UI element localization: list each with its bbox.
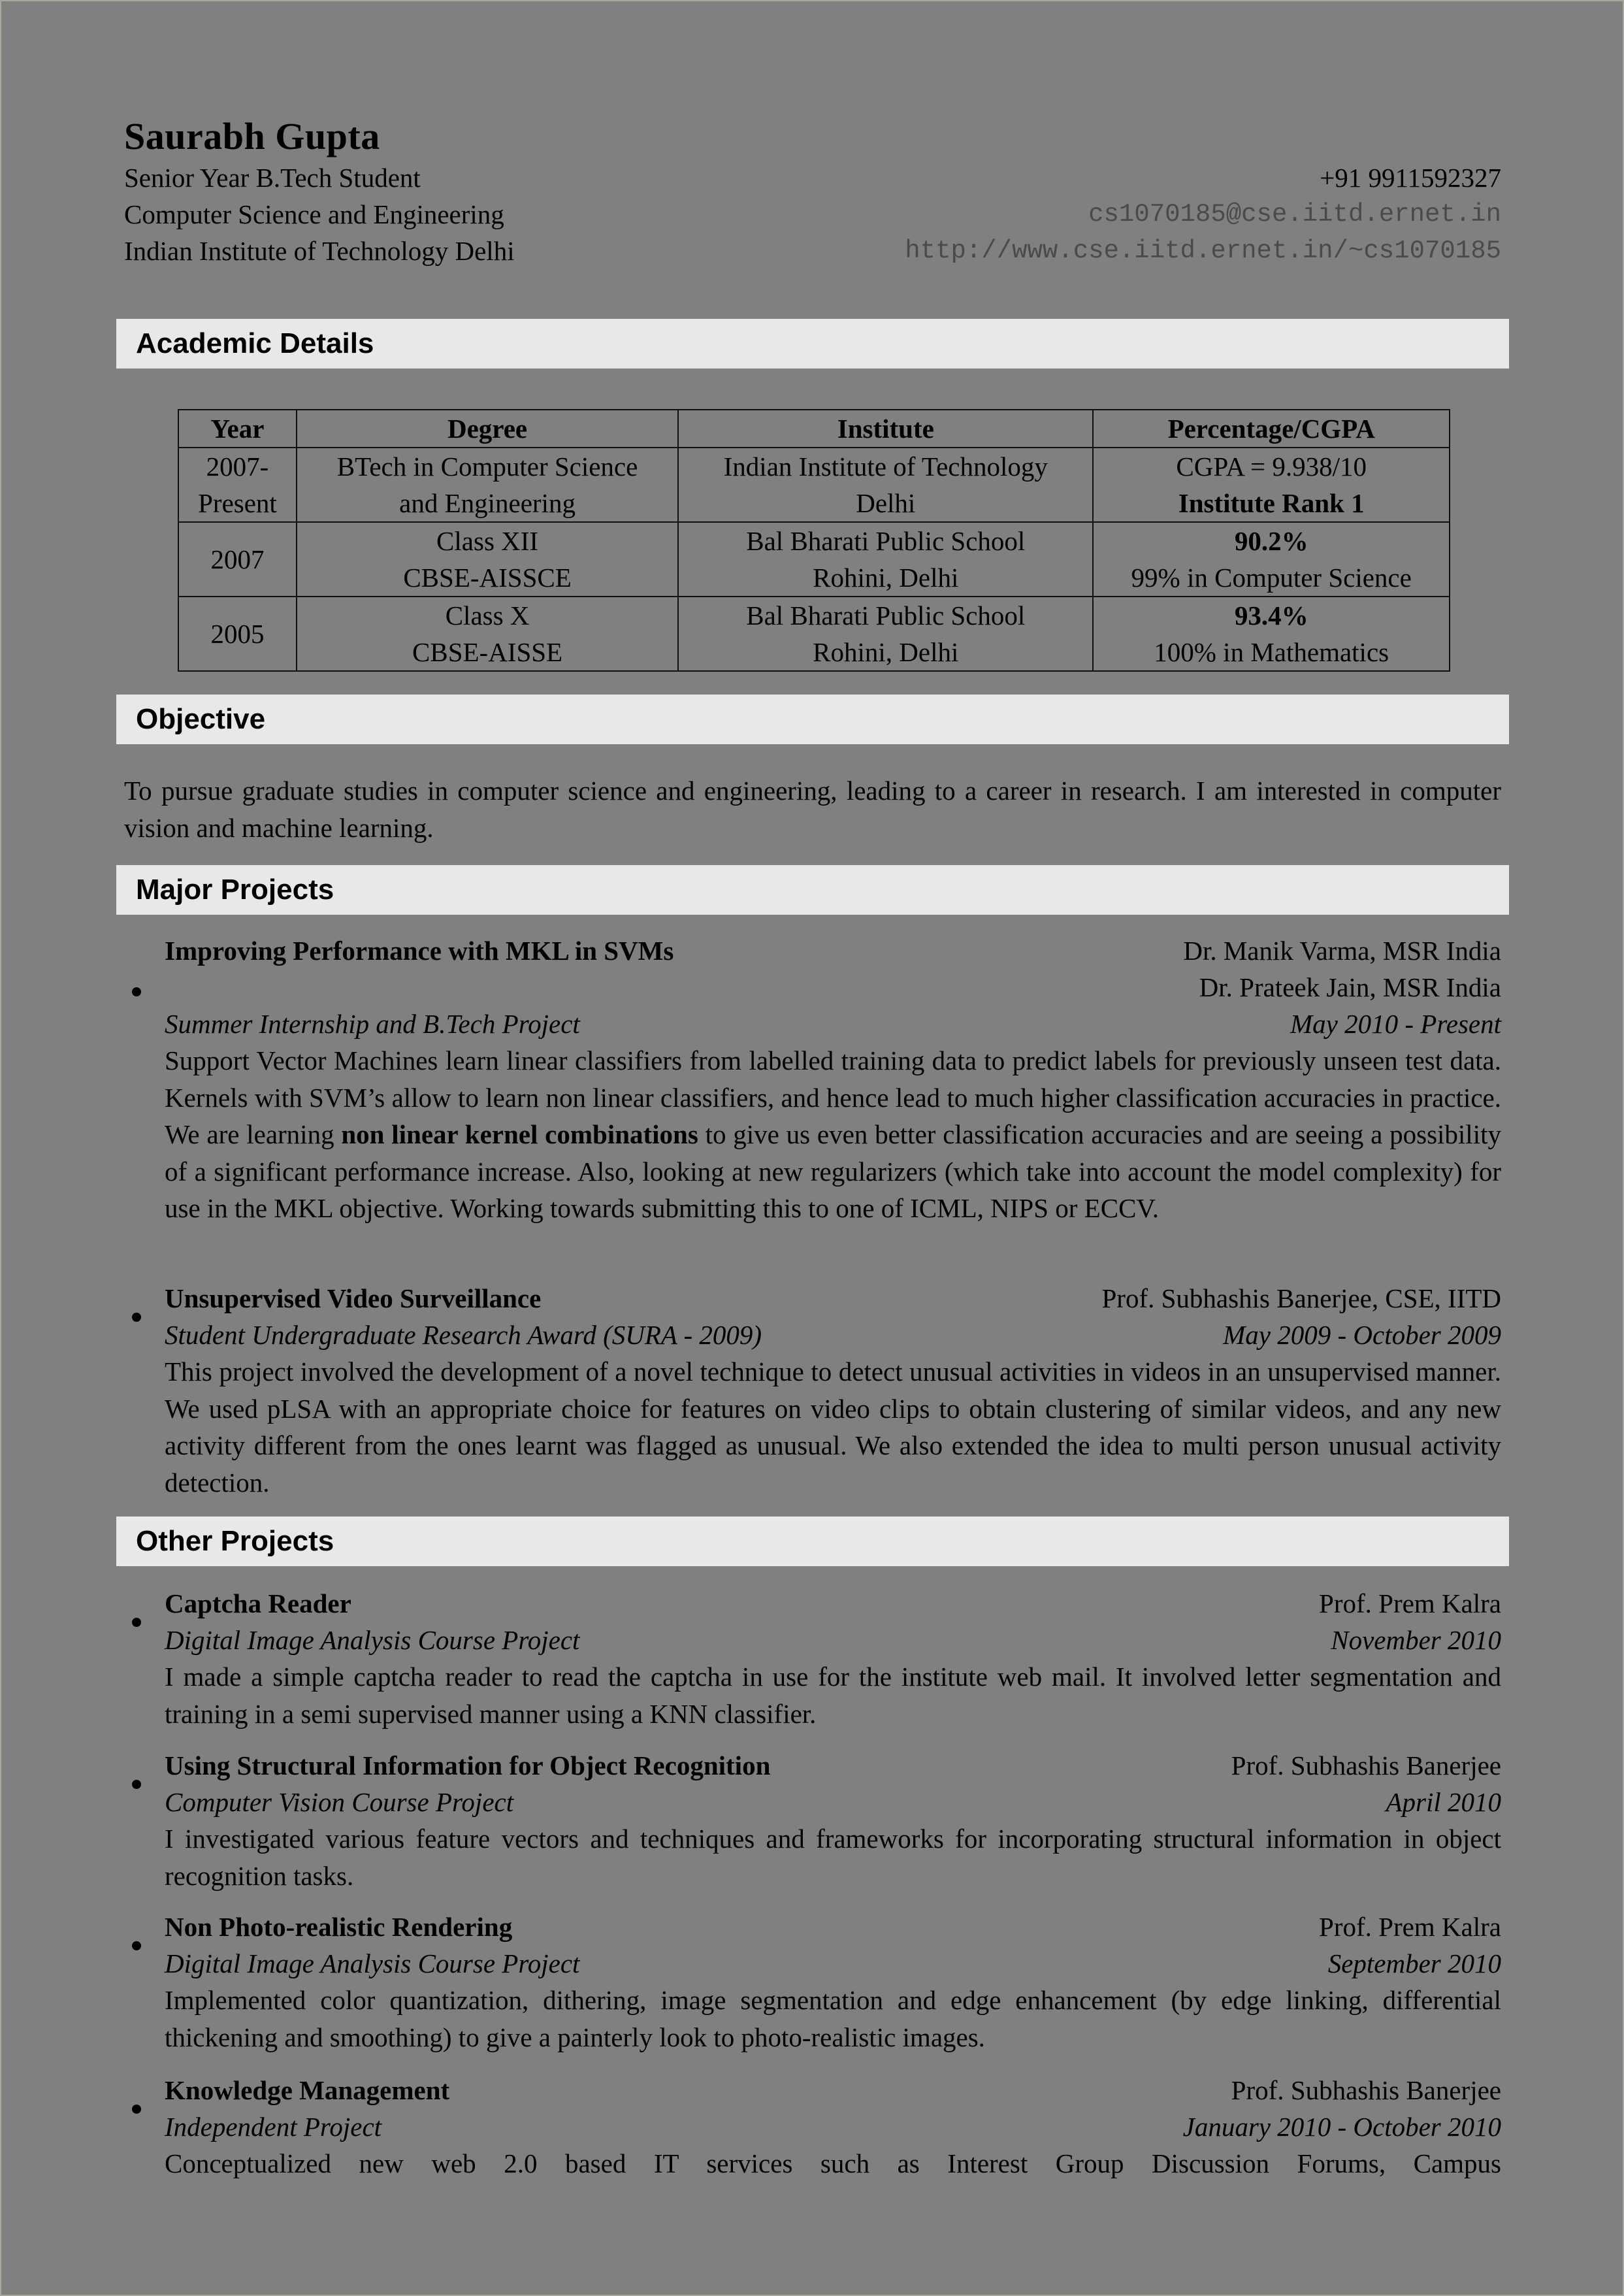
project-item	[165, 1747, 1501, 1894]
section-heading-major-projects: Major Projects	[116, 865, 1509, 915]
table-row	[178, 597, 1450, 671]
academic-table	[178, 409, 1450, 672]
column-header-score: Percentage/CGPA	[1093, 410, 1450, 448]
column-header-institute: Institute	[678, 410, 1093, 448]
resume-header	[124, 114, 1501, 269]
cell-degree: BTech in Computer Science and Engineering	[297, 448, 678, 522]
project-subtitle: Digital Image Analysis Course Project	[165, 1948, 580, 1978]
project-title: Using Structural Information for Object Recognition	[165, 1750, 771, 1780]
project-title: Improving Performance with MKL in SVMs	[165, 936, 674, 966]
project-date: May 2009 - October 2009	[1223, 1320, 1501, 1350]
project-item	[165, 1909, 1501, 2056]
bullet-icon	[132, 2105, 141, 2114]
header-line-title: Senior Year B.Tech Student	[124, 163, 421, 193]
project-subtitle: Digital Image Analysis Course Project	[165, 1625, 580, 1655]
cell-institute: Indian Institute of Technology Delhi	[678, 448, 1093, 522]
project-description: I investigated various feature vectors and techniques and frameworks for incorporating structural information in object recognition tasks.	[165, 1824, 1501, 1891]
cell-score: CGPA = 9.938/10 Institute Rank 1	[1093, 448, 1450, 522]
project-advisor: Prof. Prem Kalra	[1319, 1912, 1501, 1942]
header-line-institute: Indian Institute of Technology Delhi	[124, 236, 515, 266]
project-description: This project involved the development of a novel technique to detect unusual activities in videos in an unsupervised manner. We used pLSA with an appropriate choice for features on video clips to obtain clustering of similar videos, and any new activity different from the ones learnt was flagged as unusual. We also extended the idea to multi person unusual activity detection.	[165, 1356, 1501, 1498]
bullet-icon	[132, 987, 141, 996]
project-title: Knowledge Management	[165, 2075, 450, 2105]
cell-year: 2007- Present	[178, 448, 297, 522]
table-row	[178, 522, 1450, 597]
section-heading-academic: Academic Details	[116, 319, 1509, 369]
email-link[interactable]: cs1070185@cse.iitd.ernet.in	[1088, 200, 1501, 229]
cell-score: 93.4% 100% in Mathematics	[1093, 597, 1450, 671]
bullet-icon	[132, 1941, 141, 1950]
project-item	[165, 1585, 1501, 1732]
project-title: Unsupervised Video Surveillance	[165, 1283, 542, 1313]
project-advisor: Prof. Prem Kalra	[1319, 1588, 1501, 1618]
project-description: Implemented color quantization, dithering, image segmentation and edge enhancement (by edge linking, differential thickening and smoothing) to give a painterly look to photo-realistic images.	[165, 1985, 1501, 2052]
cell-degree: Class X CBSE-AISSE	[297, 597, 678, 671]
table-header-row	[178, 410, 1450, 448]
cell-year: 2007	[178, 522, 297, 597]
project-subtitle: Independent Project	[165, 2112, 382, 2142]
project-subtitle: Student Undergraduate Research Award (SURA - 2009)	[165, 1320, 762, 1350]
project-advisor: Dr. Manik Varma, MSR India	[1183, 936, 1501, 966]
project-title: Captcha Reader	[165, 1588, 351, 1618]
column-header-degree: Degree	[297, 410, 678, 448]
table-row	[178, 448, 1450, 522]
bullet-icon	[132, 1618, 141, 1627]
project-item	[165, 932, 1501, 1227]
project-item	[165, 1280, 1501, 1501]
project-description: Conceptualized new web 2.0 based IT services such as Interest Group Discussion Forums, Campus	[165, 2148, 1501, 2178]
bullet-icon	[132, 1313, 141, 1322]
cell-score: 90.2% 99% in Computer Science	[1093, 522, 1450, 597]
project-date: April 2010	[1386, 1787, 1501, 1817]
project-subtitle: Computer Vision Course Project	[165, 1787, 514, 1817]
cell-institute: Bal Bharati Public School Rohini, Delhi	[678, 597, 1093, 671]
project-title: Non Photo-realistic Rendering	[165, 1912, 513, 1942]
section-heading-other-projects: Other Projects	[116, 1517, 1509, 1566]
cell-institute: Bal Bharati Public School Rohini, Delhi	[678, 522, 1093, 597]
phone-number: +91 9911592327	[1320, 163, 1501, 193]
header-line-department: Computer Science and Engineering	[124, 199, 504, 229]
project-date: September 2010	[1327, 1948, 1501, 1978]
project-date: November 2010	[1331, 1625, 1501, 1655]
bullet-icon	[132, 1780, 141, 1789]
cell-year: 2005	[178, 597, 297, 671]
section-heading-objective: Objective	[116, 695, 1509, 744]
website-link[interactable]: http://www.cse.iitd.ernet.in/~cs1070185	[905, 237, 1501, 265]
project-description: Support Vector Machines learn linear classifiers from labelled training data to predict labels for previously unseen test data. Kernels with SVM’s allow to learn non linear classifiers, and hence lead to much higher classification accuracies in practice. We are learning non linear kernel combinations to give us even better classification accuracies and are seeing a possibility of a significant performance increase. Also, looking at new regularizers (which take into account the model complexity) for use in the MKL objective. Working towards submitting this to one of ICML, NIPS or ECCV.	[165, 1045, 1501, 1223]
project-date: May 2010 - Present	[1290, 1009, 1501, 1039]
project-advisor: Prof. Subhashis Banerjee	[1231, 2075, 1501, 2105]
cell-degree: Class XII CBSE-AISSCE	[297, 522, 678, 597]
candidate-name: Saurabh Gupta	[124, 115, 380, 157]
project-advisor: Prof. Subhashis Banerjee	[1231, 1750, 1501, 1780]
project-date: January 2010 - October 2010	[1182, 2112, 1501, 2142]
project-item	[165, 2072, 1501, 2182]
project-subtitle: Summer Internship and B.Tech Project	[165, 1009, 580, 1039]
objective-text: To pursue graduate studies in computer science and engineering, leading to a career in research. I am interested in computer vision and machine learning.	[124, 776, 1501, 843]
project-advisor: Prof. Subhashis Banerjee, CSE, IITD	[1101, 1283, 1501, 1313]
project-advisor: Dr. Prateek Jain, MSR India	[1199, 972, 1501, 1002]
column-header-year: Year	[178, 410, 297, 448]
project-description: I made a simple captcha reader to read the captcha in use for the institute web mail. It involved letter segmentation and training in a semi supervised manner using a KNN classifier.	[165, 1662, 1501, 1729]
